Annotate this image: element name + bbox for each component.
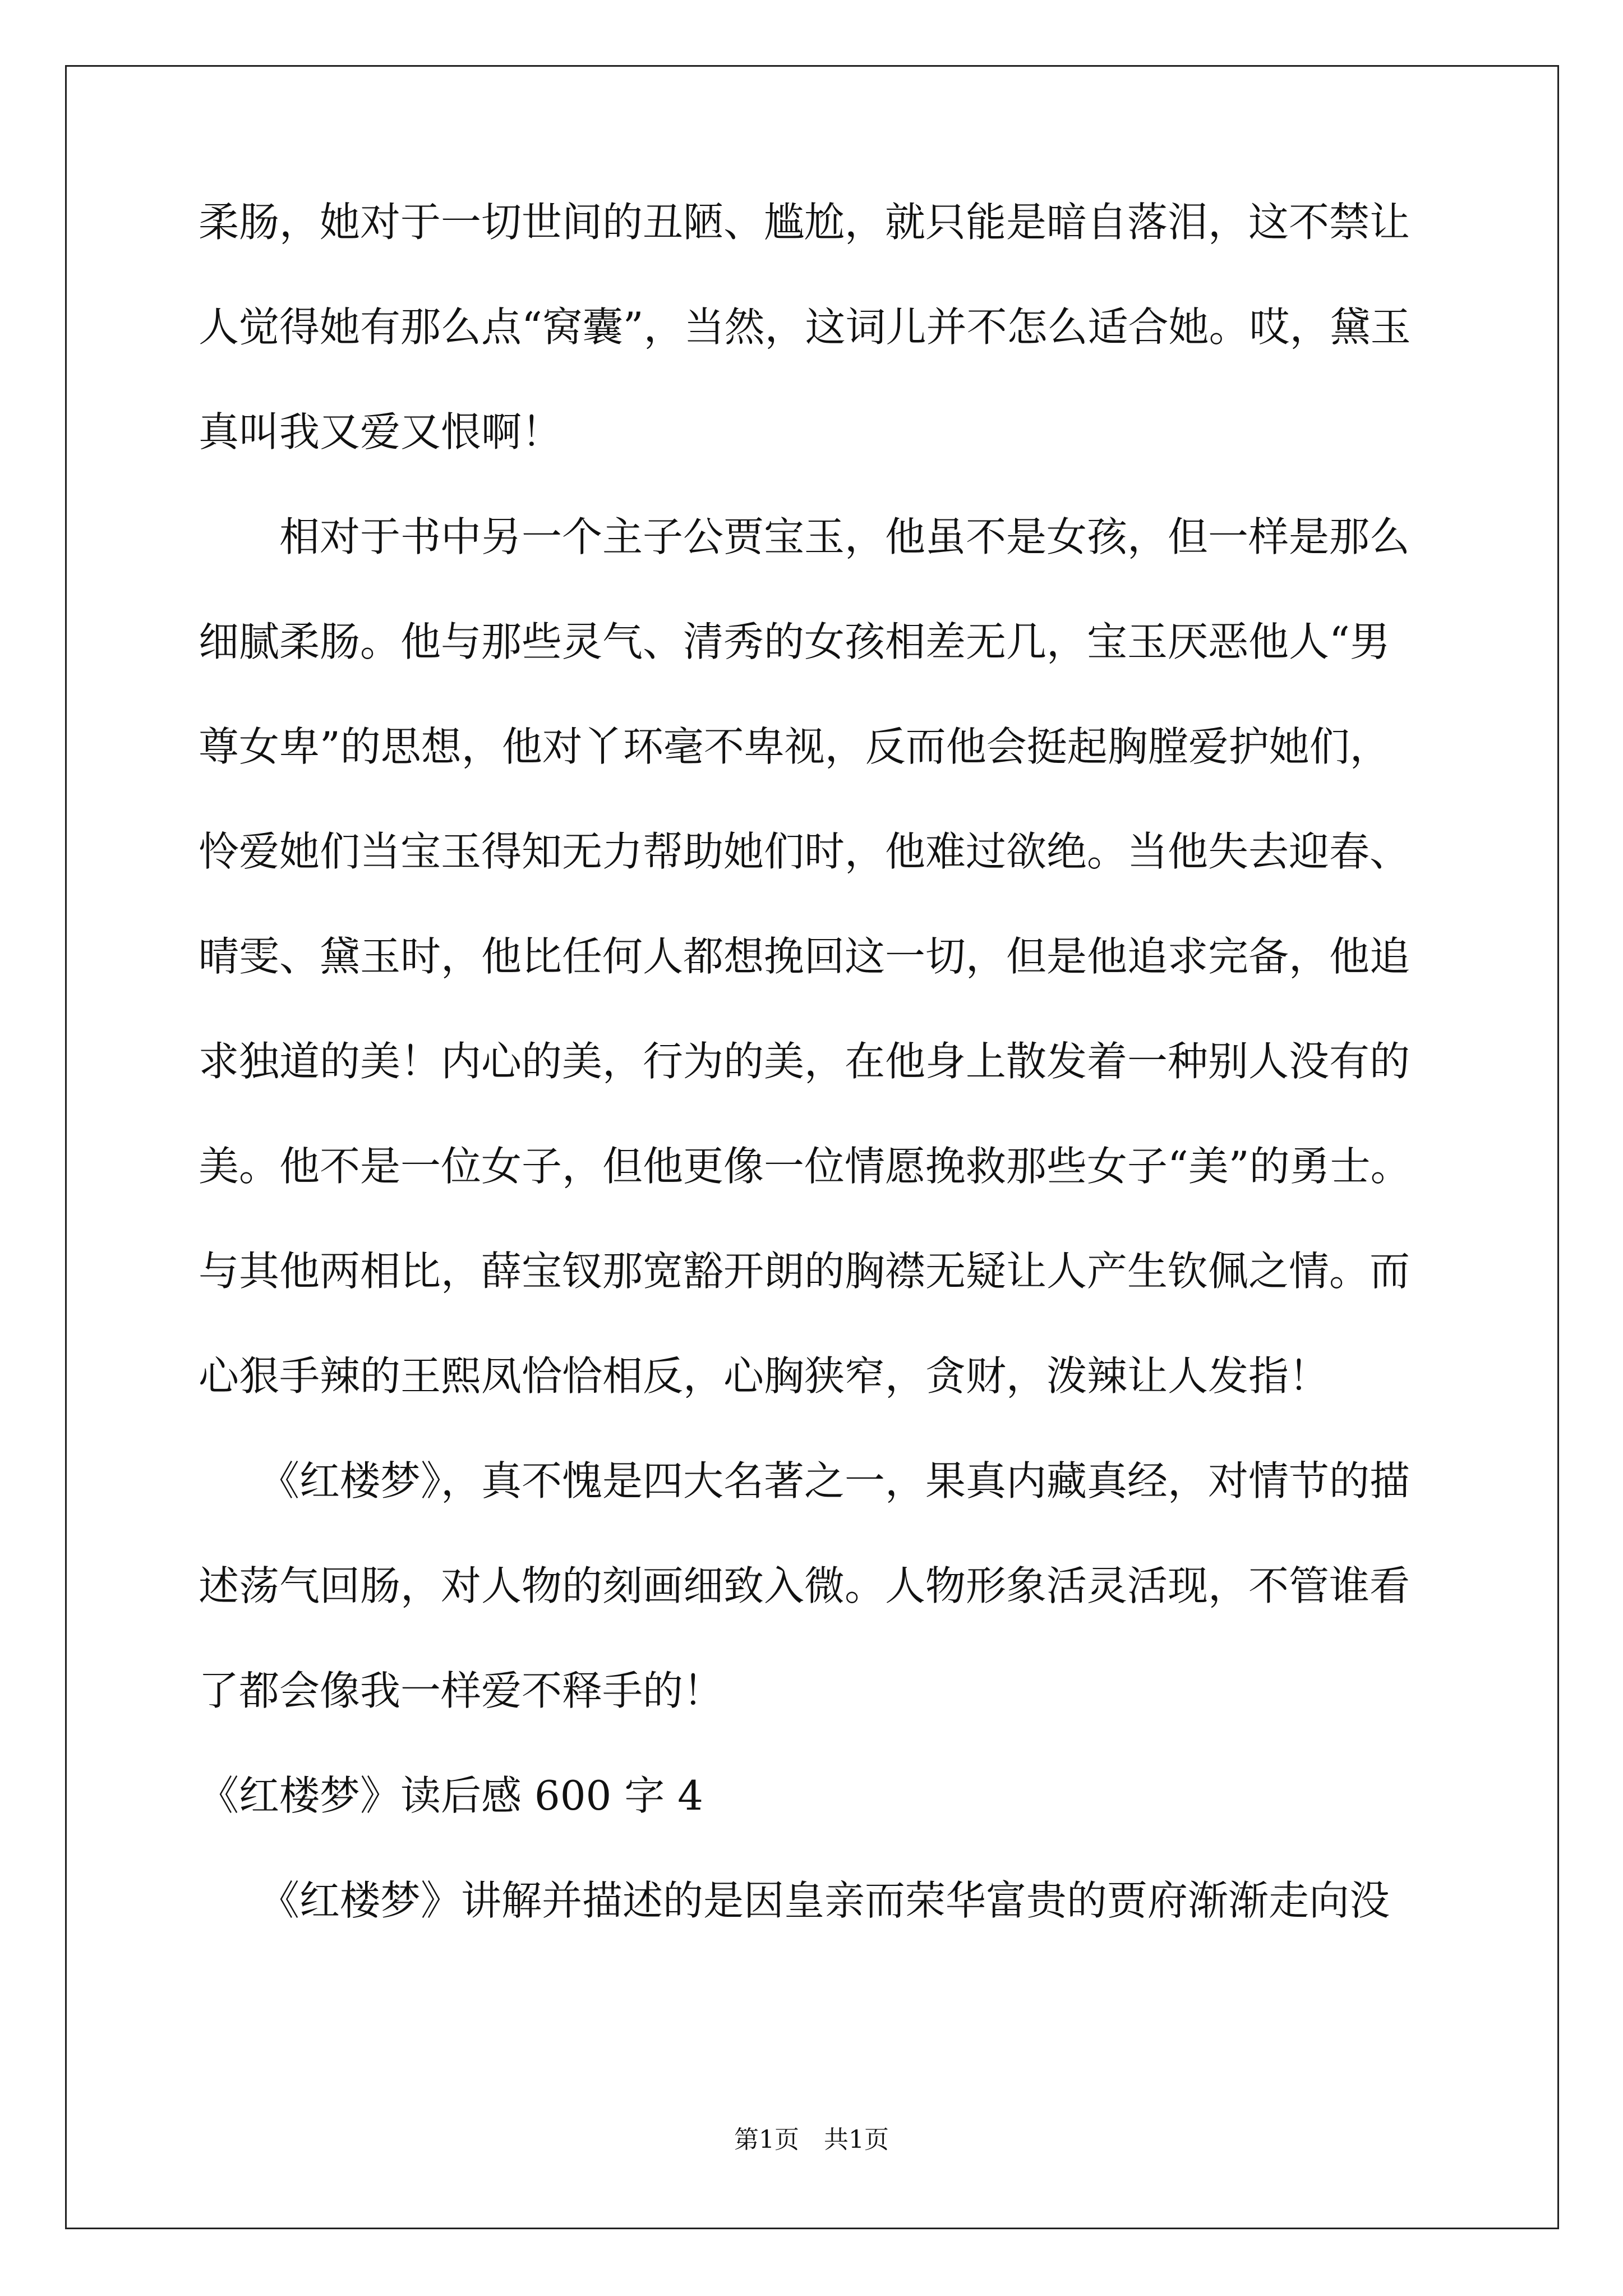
text-line: 柔肠，她对于一切世间的丑陋、尴尬，就只能是暗自落泪，这不禁让 [199, 199, 1410, 246]
text-line: 与其他两相比，薛宝钗那宽豁开朗的胸襟无疑让人产生钦佩之情。而 [199, 1248, 1410, 1295]
text-line: 晴雯、黛玉时，他比任何人都想挽回这一切，但是他追求完备，他追 [199, 933, 1410, 980]
text-line: 尊女卑”的思想，他对丫环毫不卑视，反而他会挺起胸膛爱护她们， [199, 723, 1390, 770]
text-line: 心狠手辣的王熙凤恰恰相反，心胸狭窄，贪财，泼辣让人发指！ [199, 1352, 1330, 1400]
text-line: 怜爱她们当宝玉得知无力帮助她们时，他难过欲绝。当他失去迎春、 [199, 828, 1410, 875]
text-line: 《红楼梦》，真不愧是四大名著之一，果真内藏真经，对情节的描 [199, 1457, 1410, 1504]
text-line: 美。他不是一位女子，但他更像一位情愿挽救那些女子“美”的勇士。 [199, 1143, 1411, 1190]
section-heading: 《红楼梦》读后感 600 字 4 [199, 1772, 703, 1819]
text-line: 述荡气回肠，对人物的刻画细致入微。人物形象活灵活现，不管谁看 [199, 1562, 1410, 1609]
text-line: 求独道的美！内心的美，行为的美，在他身上散发着一种别人没有的 [199, 1038, 1410, 1085]
text-line: 人觉得她有那么点“窝囊”，当然，这词儿并不怎么适合她。哎，黛玉 [199, 303, 1411, 351]
text-line: 真叫我又爱又恨啊！ [199, 408, 562, 455]
page-footer: 第1页 共1页 [734, 2125, 889, 2154]
text-line: 了都会像我一样爱不释手的！ [199, 1667, 724, 1714]
text-line: 相对于书中另一个主子公贾宝玉，他虽不是女孩，但一样是那么 [199, 513, 1410, 560]
text-line: 《红楼梦》讲解并描述的是因皇亲而荣华富贵的贾府渐渐走向没 [199, 1877, 1390, 1924]
text-line: 细腻柔肠。他与那些灵气、清秀的女孩相差无几，宝玉厌恶他人“男 [199, 618, 1390, 665]
